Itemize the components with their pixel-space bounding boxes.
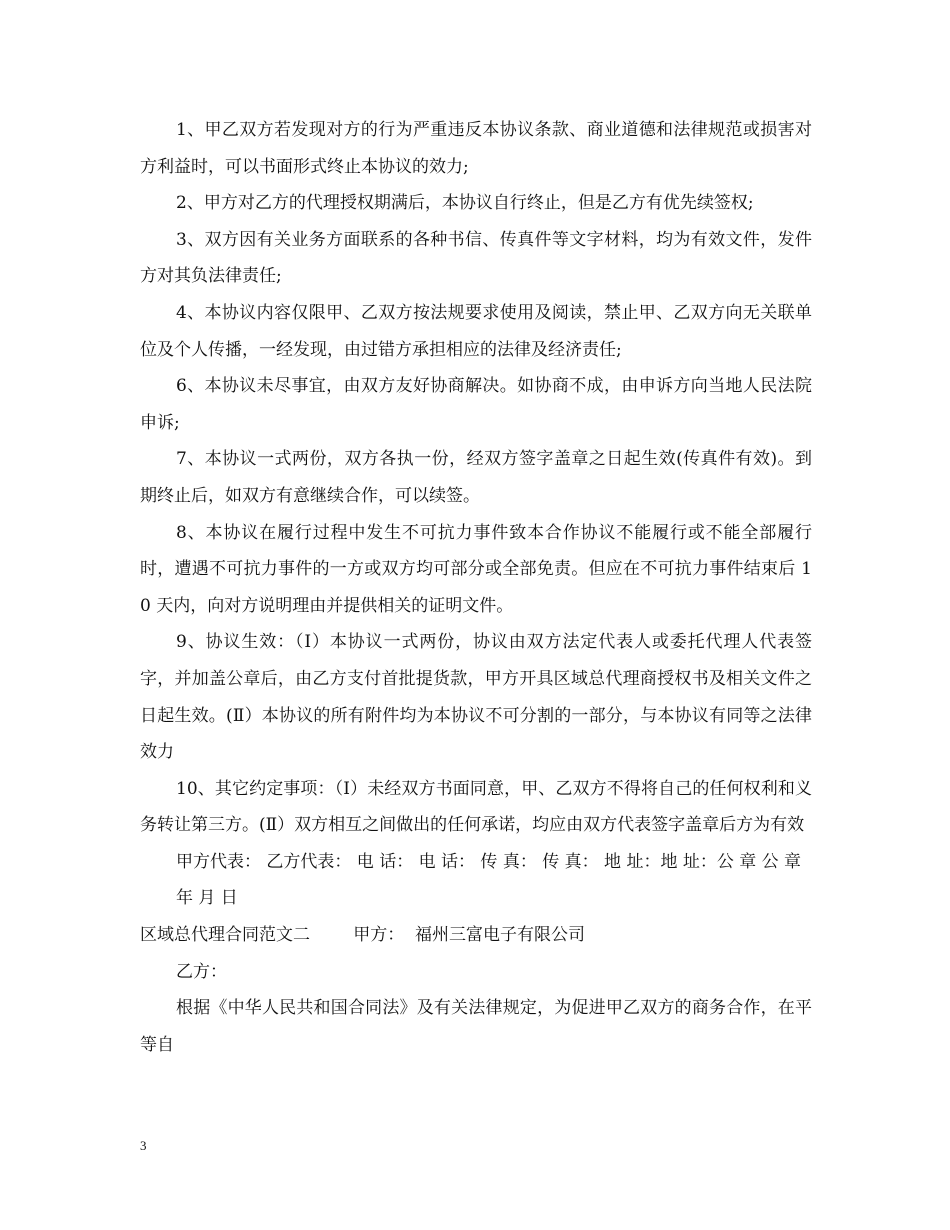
date-line: 年 月 日 <box>176 888 238 909</box>
preamble-paragraph: 根据《中华人民共和国合同法》及有关法律规定，为促进甲乙双方的商务合作，在平等自 <box>140 998 812 1055</box>
paragraph-8: 8、本协议在履行过程中发生不可抗力事件致本合作协议不能履行或不能全部履行时，遭遇不可抗力事件的一方或双方均可部分或全部免责。但应在不可抗力事件结束后 10 天内，向对方说明理由并提供相关的证明文件。 <box>140 522 812 616</box>
paragraph-1: 1、甲乙双方若发现对方的行为严重违反本协议条款、商业道德和法律规范或损害对方利益时，可以书面形式终止本协议的效力; <box>140 120 812 177</box>
paragraph-9: 9、协议生效：（Ⅰ）本协议一式两份，协议由双方法定代表人或委托代理人代表签字，并加盖公章后，由乙方支付首批提货款，甲方开具区域总代理商授权书及相关文件之日起生效。(Ⅱ）本协议的所有附件均为本协议不可分割的一部分，与本协议有同等之法律效力 <box>140 632 812 763</box>
signature-fields: 甲方代表： 乙方代表： 电 话： 电 话： 传 真： 传 真： 地 址：地 址：公 章 公 章 <box>176 851 802 872</box>
document-page <box>140 112 812 1063</box>
paragraph-10: 10、其它约定事项：（Ⅰ）未经双方书面同意，甲、乙双方不得将自己的任何权利和义务转让第三方。(Ⅱ）双方相互之间做出的任何承诺，均应由双方代表签字盖章后方为有效 <box>140 778 812 836</box>
contract-title-line: 区域总代理合同范文二 甲方： 福州三富电子有限公司 <box>140 925 586 946</box>
paragraph-2: 2、甲方对乙方的代理授权期满后，本协议自行终止，但是乙方有优先续签权; <box>176 193 754 214</box>
paragraph-7: 7、本协议一式两份，双方各执一份，经双方签字盖章之日起生效(传真件有效)。到期终止后，如双方有意继续合作，可以续签。 <box>140 449 812 506</box>
party-b-line: 乙方： <box>176 961 227 982</box>
paragraph-3: 3、双方因有关业务方面联系的各种书信、传真件等文字材料，均为有效文件，发件方对其负法律责任; <box>140 229 812 287</box>
paragraph-4: 4、本协议内容仅限甲、乙双方按法规要求使用及阅读，禁止甲、乙双方向无关联单位及个人传播，一经发现，由过错方承担相应的法律及经济责任; <box>140 302 812 360</box>
paragraph-6: 6、本协议未尽事宜，由双方友好协商解决。如协商不成，由申诉方向当地人民法院申诉; <box>140 376 812 433</box>
page-number: 3 <box>140 1138 147 1153</box>
